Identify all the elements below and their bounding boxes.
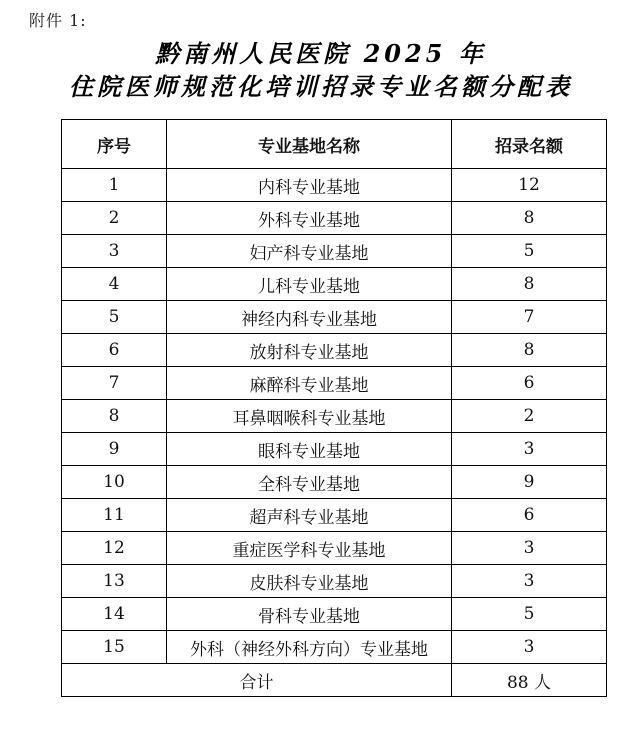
serial-number-cell: 7 xyxy=(62,367,167,400)
table-row xyxy=(62,301,607,334)
base-name-cell: 眼科专业基地 xyxy=(167,433,452,466)
quota-cell: 8 xyxy=(452,202,607,235)
quota-cell: 8 xyxy=(452,334,607,367)
serial-number-cell: 10 xyxy=(62,466,167,499)
serial-number-cell: 1 xyxy=(62,169,167,202)
quota-allocation-table xyxy=(61,119,607,697)
serial-number-cell: 11 xyxy=(62,499,167,532)
quota-cell: 7 xyxy=(452,301,607,334)
serial-number-cell: 8 xyxy=(62,400,167,433)
base-name-cell: 内科专业基地 xyxy=(167,169,452,202)
table-row xyxy=(62,202,607,235)
table-total-row xyxy=(62,664,607,697)
base-name-cell: 神经内科专业基地 xyxy=(167,301,452,334)
base-name-cell: 重症医学科专业基地 xyxy=(167,532,452,565)
quota-cell: 12 xyxy=(452,169,607,202)
total-value-cell: 88 人 xyxy=(452,664,607,697)
serial-number-cell: 4 xyxy=(62,268,167,301)
base-name-cell: 耳鼻咽喉科专业基地 xyxy=(167,400,452,433)
quota-cell: 8 xyxy=(452,268,607,301)
base-name-cell: 皮肤科专业基地 xyxy=(167,565,452,598)
base-name-cell: 麻醉科专业基地 xyxy=(167,367,452,400)
base-name-cell: 全科专业基地 xyxy=(167,466,452,499)
serial-number-cell: 9 xyxy=(62,433,167,466)
base-name-cell: 外科（神经外科方向）专业基地 xyxy=(167,631,452,664)
quota-cell: 3 xyxy=(452,532,607,565)
table-row xyxy=(62,499,607,532)
quota-cell: 3 xyxy=(452,565,607,598)
table-row xyxy=(62,367,607,400)
table-row xyxy=(62,565,607,598)
header-base-name: 专业基地名称 xyxy=(167,120,452,169)
table-row xyxy=(62,400,607,433)
serial-number-cell: 13 xyxy=(62,565,167,598)
quota-cell: 2 xyxy=(452,400,607,433)
serial-number-cell: 14 xyxy=(62,598,167,631)
table-row xyxy=(62,433,607,466)
table-row xyxy=(62,466,607,499)
quota-cell: 6 xyxy=(452,499,607,532)
table-row xyxy=(62,334,607,367)
total-label-cell: 合计 xyxy=(62,664,452,697)
document-title-line-1: 黔南州人民医院 2025 年 xyxy=(155,39,487,68)
base-name-cell: 超声科专业基地 xyxy=(167,499,452,532)
quota-cell: 3 xyxy=(452,433,607,466)
quota-cell: 5 xyxy=(452,598,607,631)
table-row xyxy=(62,235,607,268)
base-name-cell: 放射科专业基地 xyxy=(167,334,452,367)
quota-cell: 6 xyxy=(452,367,607,400)
header-quota: 招录名额 xyxy=(452,120,607,169)
serial-number-cell: 3 xyxy=(62,235,167,268)
serial-number-cell: 5 xyxy=(62,301,167,334)
base-name-cell: 骨科专业基地 xyxy=(167,598,452,631)
table-row xyxy=(62,598,607,631)
table-row xyxy=(62,169,607,202)
quota-cell: 3 xyxy=(452,631,607,664)
document-title-line-2: 住院医师规范化培训招录专业名额分配表 xyxy=(69,72,573,101)
serial-number-cell: 12 xyxy=(62,532,167,565)
serial-number-cell: 15 xyxy=(62,631,167,664)
base-name-cell: 外科专业基地 xyxy=(167,202,452,235)
quota-cell: 5 xyxy=(452,235,607,268)
base-name-cell: 妇产科专业基地 xyxy=(167,235,452,268)
serial-number-cell: 2 xyxy=(62,202,167,235)
table-header-row xyxy=(62,120,607,169)
base-name-cell: 儿科专业基地 xyxy=(167,268,452,301)
serial-number-cell: 6 xyxy=(62,334,167,367)
attachment-label: 附件 1: xyxy=(29,11,87,30)
table-row xyxy=(62,268,607,301)
table-row xyxy=(62,532,607,565)
table-row xyxy=(62,631,607,664)
header-serial-number: 序号 xyxy=(62,120,167,169)
quota-cell: 9 xyxy=(452,466,607,499)
